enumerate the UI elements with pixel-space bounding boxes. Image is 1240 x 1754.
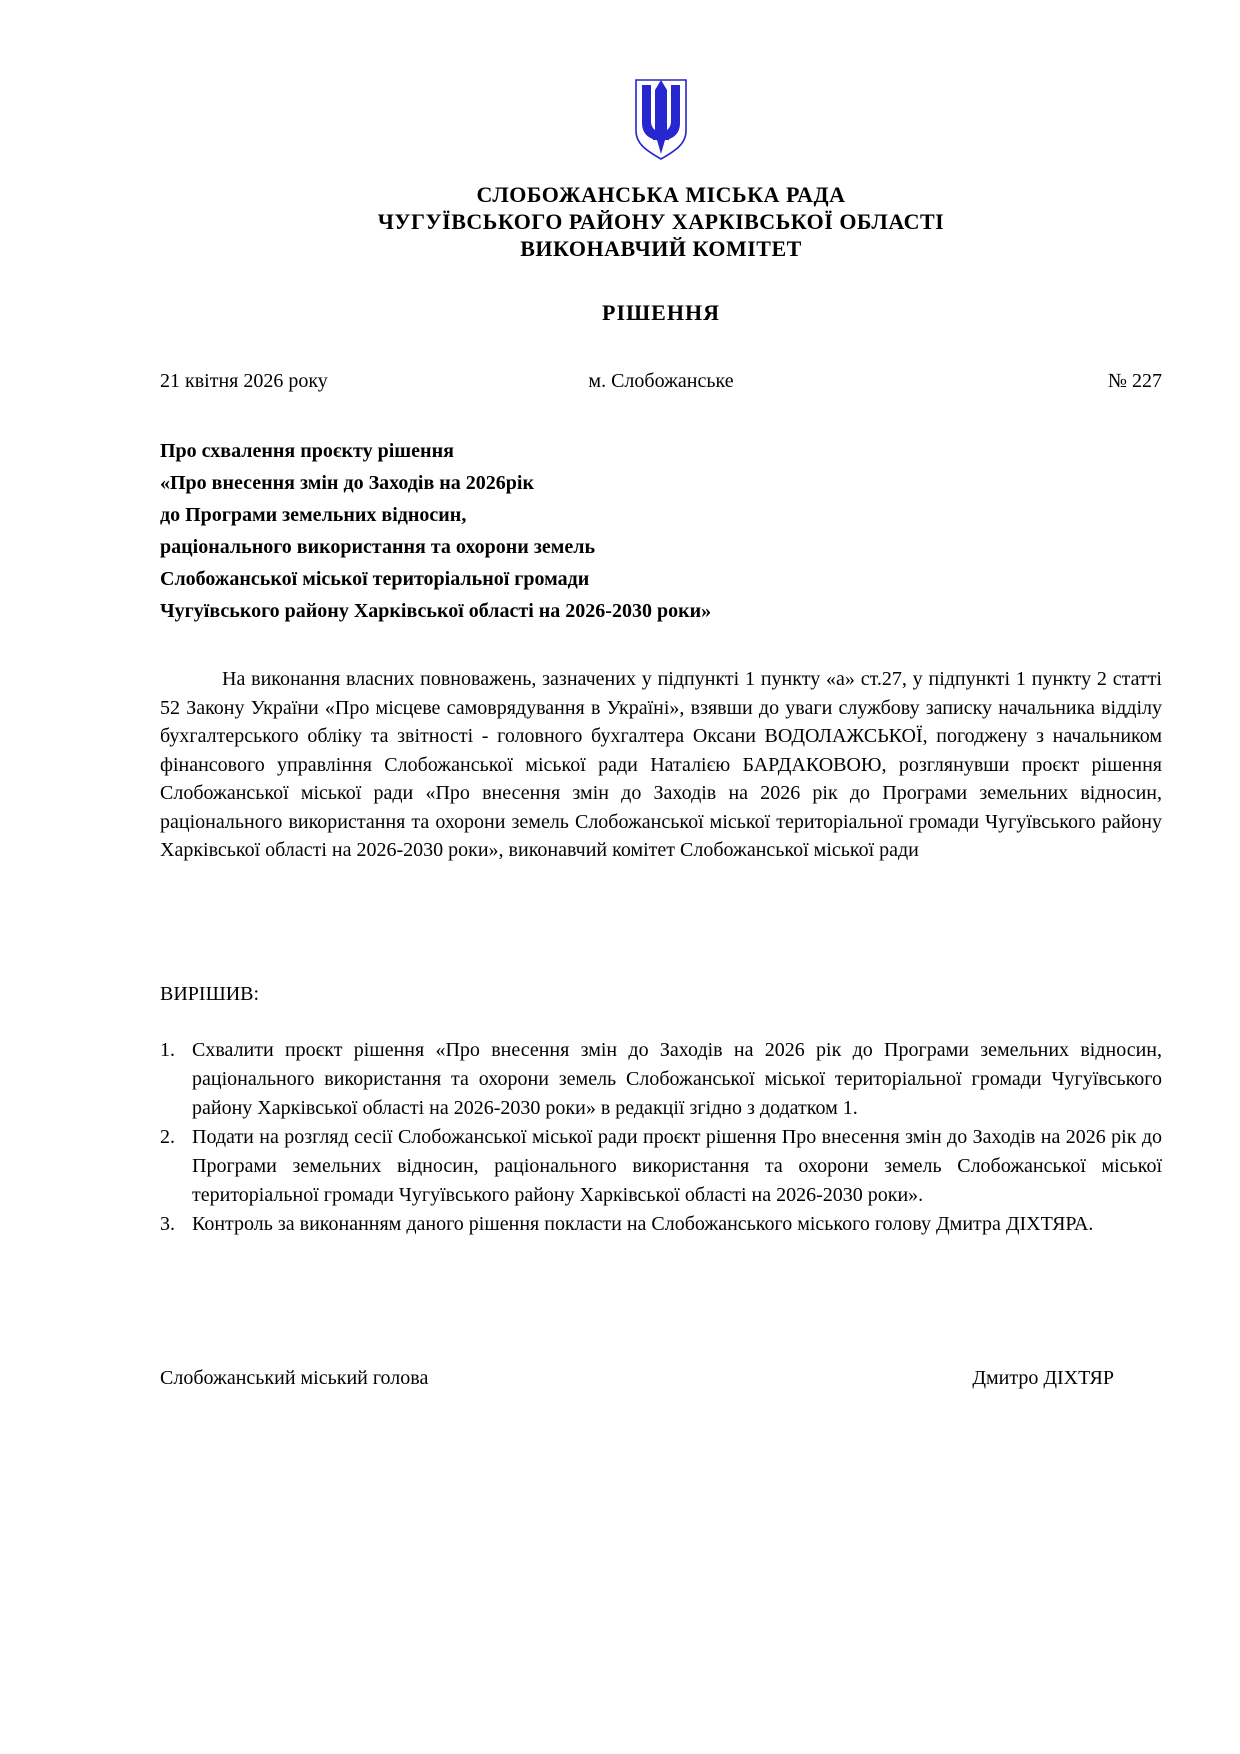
organization-name — [160, 181, 1162, 262]
requisites-row — [160, 370, 1162, 393]
resolution-item — [160, 1036, 1162, 1123]
subject-line: до Програми земельних відносин, — [160, 504, 467, 526]
subject-line: Чугуївського району Харківської області на 2026-2030 роки» — [160, 600, 712, 622]
preamble-paragraph: На виконання власних повноважень, зазначених у підпункті 1 пункту «а» ст.27, у підпункті 1 пункту 2 статті 52 Закону України «Про місцеве самоврядування в Україні», взявши до уваги службову записку начальника відділу бухгалтерського обліку та звітності - головного бухгалтера Оксани ВОДОЛАЖСЬКОЇ, погоджену з начальником фінансового управління Слобожанської міської ради Наталією БАРДАКОВОЮ, розглянувши проєкт рішення Слобожанської міської ради «Про внесення змін до Заходів на 2026 рік до Програми земельних відносин, раціонального використання та охорони земель Слобожанської міської територіальної громади Чугуївського району Харківської області на 2026-2030 роки», виконавчий комітет Слобожанської міської ради — [160, 668, 1162, 861]
document-number: № 227 — [1107, 370, 1162, 392]
signature-row — [160, 1367, 1162, 1390]
document-subject — [160, 435, 1162, 627]
document-type-title: РІШЕННЯ — [602, 300, 720, 325]
item-number: 2. — [160, 1125, 175, 1148]
item-text: Контроль за виконанням даного рішення покласти на Слобожанського міського голову Дмитра ДІХТЯРА. — [192, 1212, 1094, 1235]
item-text: Схвалити проєкт рішення «Про внесення змін до Заходів на 2026 рік до Програми земельних відносин, раціонального використання та охорони земель Слобожанської міської територіальної громади Чугуївського району Харківської області на 2026-2030 роки» в редакції згідно з додатком 1. — [192, 1038, 1162, 1119]
document-place: м. Слобожанське — [588, 370, 734, 392]
item-number: 1. — [160, 1038, 175, 1061]
item-text: Подати на розгляд сесії Слобожанської міської ради проєкт рішення Про внесення змін до Заходів на 2026 рік до Програми земельних відносин, раціонального використання та охорони земель Слобожанської міської територіальної громади Чугуївського району Харківської області на 2026-2030 роки». — [192, 1125, 1162, 1206]
document-date: 21 квітня 2026 року — [160, 370, 328, 392]
signer-position: Слобожанський міський голова — [160, 1366, 429, 1389]
subject-line: «Про внесення змін до Заходів на 2026рік — [160, 472, 534, 494]
org-name-line1: СЛОБОЖАНСЬКА МІСЬКА РАДА — [476, 182, 846, 207]
resolution-list — [160, 1036, 1162, 1239]
tryzub-emblem-icon — [629, 76, 693, 170]
letterhead — [160, 76, 1162, 262]
subject-line: Слобожанської міської територіальної громади — [160, 568, 590, 590]
resolved-heading: ВИРІШИВ: — [160, 982, 260, 1005]
subject-line: Про схвалення проєкту рішення — [160, 440, 454, 462]
resolution-item — [160, 1210, 1162, 1239]
subject-line: раціонального використання та охорони земель — [160, 536, 596, 558]
item-number: 3. — [160, 1212, 175, 1235]
resolution-item — [160, 1123, 1162, 1210]
org-name-line2: ЧУГУЇВСЬКОГО РАЙОНУ ХАРКІВСЬКОЇ ОБЛАСТІ — [377, 209, 945, 234]
signer-name: Дмитро ДІХТЯР — [972, 1366, 1114, 1389]
org-name-line3: ВИКОНАВЧИЙ КОМІТЕТ — [520, 236, 802, 261]
